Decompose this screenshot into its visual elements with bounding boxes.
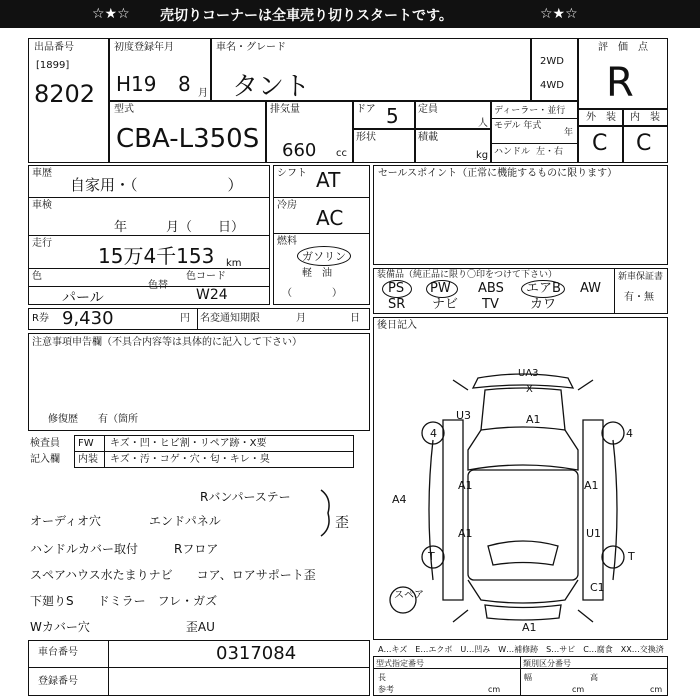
sales-point-block xyxy=(373,165,668,265)
damage-legend: A…キズ E…エクボ U…凹み W…補修跡 S…サビ C…腐食 XX…交換済 xyxy=(378,645,664,654)
equipment-label: 装備品（純正品に限り〇印をつけて下さい） xyxy=(377,270,558,280)
equip-abs: ABS xyxy=(478,281,504,296)
month-unit: 月 xyxy=(198,88,208,99)
length-ref-label: 参考 xyxy=(378,685,394,694)
dmg-left-door: A1 xyxy=(458,479,473,492)
note-line-1: Rバンパーステー xyxy=(200,490,291,504)
equip-leather: カワ xyxy=(530,297,557,312)
equip-ps: PS xyxy=(388,281,405,296)
capacity-label: 定員 xyxy=(418,104,438,115)
equip-pw: PW xyxy=(430,281,451,296)
tax-deadline-label: 名変通知期限 xyxy=(200,313,260,324)
fuel-paren: （ ） xyxy=(282,288,342,299)
note-line-2: オーディオ穴 エンドパネル xyxy=(30,514,221,528)
4wd-label: 4WD xyxy=(540,80,564,91)
equip-sr: SR xyxy=(388,297,406,312)
fw-items: キズ・凹・ヒビ割・リペア跡・X要 xyxy=(110,438,267,449)
ac-value: AC xyxy=(316,206,344,230)
eval-score: R xyxy=(606,60,634,106)
inspector-label: 検査員 xyxy=(30,438,60,449)
displacement: 660 xyxy=(282,140,317,161)
note-brace xyxy=(318,488,338,538)
ac-label: 冷房 xyxy=(277,200,297,211)
shift-value: AT xyxy=(316,168,341,192)
first-reg-label: 初度登録年月 xyxy=(114,42,174,53)
model-year-label: モデル 年式 xyxy=(494,121,542,131)
tax-month: 月 xyxy=(296,313,306,324)
entry-label: 記入欄 xyxy=(30,454,60,465)
dmg-rr-wheel: T xyxy=(628,550,635,563)
load-label: 積載 xyxy=(418,132,438,143)
first-reg-year: H19 xyxy=(116,72,157,96)
note-line-4: スペアハウス水たまりナビ コア、ロアサポート歪 xyxy=(30,568,316,582)
note-line-6: Wカバー穴 歪AU xyxy=(30,620,215,634)
km-unit: km xyxy=(226,258,242,269)
lot-sub: [1899] xyxy=(36,60,70,71)
mileage-label: 走行 xyxy=(32,238,52,249)
cc-unit: cc xyxy=(336,148,347,159)
exterior-label: 外 装 xyxy=(586,112,616,123)
yen-unit: 円 xyxy=(180,313,190,324)
year-unit: 年 xyxy=(564,128,574,138)
model-label: 型式 xyxy=(114,104,134,115)
interior-items: キズ・汚・コゲ・穴・匂・キレ・臭 xyxy=(110,454,270,465)
notice-label: 注意事項申告欄（不具合内容等は具体的に記入して下さい） xyxy=(32,337,302,348)
chassis-block xyxy=(28,640,370,696)
interior-label: 内 装 xyxy=(630,112,660,123)
car-name: タント xyxy=(232,72,311,102)
later-input-label: 後日記入 xyxy=(377,320,417,331)
banner-stars-right: ☆★☆ xyxy=(540,6,578,22)
kg-unit: kg xyxy=(476,150,489,161)
color-code-label: 色コード xyxy=(186,271,226,282)
interior-check-label: 内装 xyxy=(78,454,98,465)
displacement-label: 排気量 xyxy=(270,104,300,115)
new-car-warranty-opts: 有・無 xyxy=(624,292,654,303)
shift-label: シフト xyxy=(277,168,307,179)
color-code: W24 xyxy=(196,287,228,303)
fuel-value: ガソリン xyxy=(297,246,351,266)
sales-point-label: セールスポイント（正常に機能するものに限ります） xyxy=(378,168,618,179)
shape-label: 形状 xyxy=(356,132,376,143)
recycle-amount: 9,430 xyxy=(62,308,114,329)
dmg-left-fender: U3 xyxy=(456,409,472,422)
note-warp: 歪 xyxy=(335,515,349,531)
equip-pw-circle xyxy=(426,280,458,298)
fuel-label: 燃料 xyxy=(277,236,297,247)
equip-navi: ナビ xyxy=(432,297,459,312)
spare-label: スペア xyxy=(394,590,424,601)
category-label: 類別区分番号 xyxy=(523,659,571,668)
eval-label: 評 価 点 xyxy=(598,42,648,53)
banner-title: 売切りコーナーは全車売り切りスタートです。 xyxy=(160,8,453,24)
equip-airbag-circle xyxy=(521,280,565,298)
recycle-label: R券 xyxy=(32,313,49,324)
lot-number: 8202 xyxy=(34,80,96,108)
history-value: 自家用・（ ） xyxy=(70,176,243,194)
person-unit: 人 xyxy=(478,118,488,129)
equip-aw: AW xyxy=(580,281,602,296)
dealer-label: ディーラー・並行 xyxy=(494,106,566,116)
first-reg-month: 8 xyxy=(178,72,191,96)
model-code: CBA-L350S xyxy=(116,124,260,154)
2wd-label: 2WD xyxy=(540,56,564,67)
dmg-lf-wheel: 4 xyxy=(430,427,437,440)
equip-tv: TV xyxy=(482,297,499,312)
width-label: 幅 xyxy=(524,673,532,682)
color-value: パール xyxy=(62,290,104,306)
doors-value: 5 xyxy=(386,104,399,128)
lot-label: 出品番号 xyxy=(34,42,74,53)
dmg-rear-right: U1 xyxy=(586,527,602,540)
dmg-lr-wheel: T xyxy=(428,550,435,563)
dmg-left-sill: A4 xyxy=(392,493,407,506)
note-line-5: 下廻りS ドミラー フレ・ガズ xyxy=(30,594,218,608)
height-cm: cm xyxy=(650,685,663,694)
banner-stars-left: ☆★☆ xyxy=(92,6,130,22)
chassis-number: 0317084 xyxy=(216,643,297,664)
inspection-label: 車検 xyxy=(32,200,52,211)
repair-history: 修復歴 有（箇所 xyxy=(48,414,138,425)
handle-label: ハンドル xyxy=(494,147,531,157)
doors-label: ドア xyxy=(356,104,376,115)
fw-label: FW xyxy=(78,438,94,449)
handle-options: 左・右 xyxy=(536,147,564,157)
exterior-score: C xyxy=(592,131,608,156)
dmg-rear-bumper: C1 xyxy=(590,581,605,594)
length-label: 長 xyxy=(378,673,386,682)
reg-label: 登録番号 xyxy=(38,676,78,687)
dmg-rear-left: A1 xyxy=(458,527,473,540)
dmg-hood: A1 xyxy=(526,413,541,426)
new-car-warranty-label: 新車保証書 xyxy=(618,272,664,282)
mileage-value: 15万4千153 xyxy=(98,244,215,268)
dmg-front-bumper: UA3 xyxy=(518,368,539,379)
inspection-value: 年 月（ 日） xyxy=(114,220,245,235)
chassis-label: 車台番号 xyxy=(38,647,78,658)
height-label: 高 xyxy=(590,673,598,682)
note-line-3: ハンドルカバー取付 Rフロア xyxy=(30,542,219,556)
tax-day: 日 xyxy=(350,313,360,324)
car-name-label: 車名・グレード xyxy=(216,42,286,53)
dmg-rf-wheel: 4 xyxy=(626,427,633,440)
diesel-label: 軽 油 xyxy=(302,268,332,279)
banner xyxy=(0,0,700,28)
equip-airbag: エアB xyxy=(526,281,561,296)
type-spec-label: 型式指定番号 xyxy=(376,659,424,668)
width-cm: cm xyxy=(572,685,585,694)
color-label: 色 xyxy=(32,271,42,282)
dmg-right-door: A1 xyxy=(584,479,599,492)
dmg-front-x: X xyxy=(526,384,533,395)
repaint-label: 色替 xyxy=(148,280,168,291)
length-cm: cm xyxy=(488,685,501,694)
interior-score: C xyxy=(636,131,652,156)
dmg-bottom: A1 xyxy=(522,621,537,634)
history-label: 車歴 xyxy=(32,168,52,179)
equip-ps-circle xyxy=(382,280,412,298)
